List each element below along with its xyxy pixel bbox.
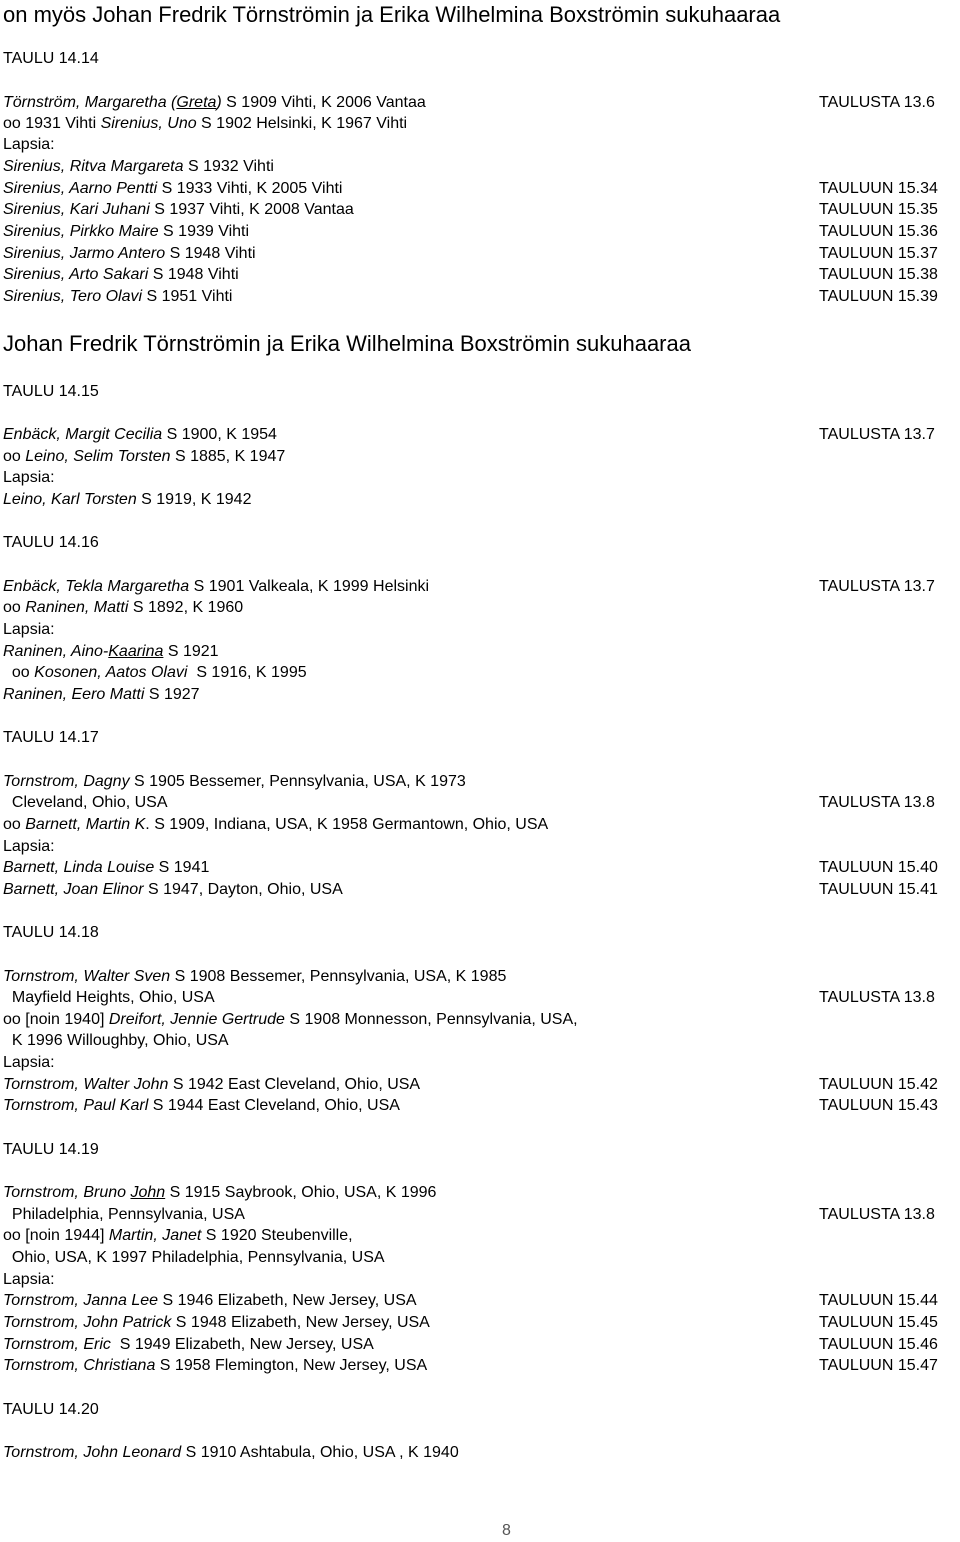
name-text: Tornstrom, Christiana — [3, 1357, 156, 1374]
detail-text: S 1910 Ashtabula, Ohio, USA , K 1940 — [181, 1444, 459, 1461]
text-line — [3, 1247, 960, 1269]
section-heading — [3, 1, 780, 29]
table-reference: TAULUUN 15.44 — [819, 1292, 938, 1309]
text-line — [3, 879, 960, 901]
table-reference: TAULUUN 15.36 — [819, 223, 938, 240]
line-text — [3, 1009, 578, 1031]
text-line — [3, 792, 960, 814]
detail-text: S 1948 Vihti — [165, 245, 256, 262]
detail-text: Lapsia: — [3, 621, 55, 638]
text-line — [3, 836, 960, 858]
detail-text: Philadelphia, Pennsylvania, USA — [3, 1206, 245, 1223]
name-text: Enbäck, Tekla Margaretha — [3, 578, 190, 595]
text-line — [3, 662, 960, 684]
text-line — [3, 597, 960, 619]
page-number: 8 — [502, 1522, 511, 1539]
name-text: Sirenius, Tero Olavi — [3, 288, 143, 305]
line-text — [3, 836, 55, 858]
detail-text: S 1905 Bessemer, Pennsylvania, USA, K 1973 — [129, 773, 466, 790]
table-reference: TAULUSTA 13.7 — [819, 426, 935, 443]
text-line — [3, 221, 960, 243]
table-reference: TAULUUN 15.47 — [819, 1357, 938, 1374]
line-text — [3, 1355, 427, 1377]
line-text — [3, 576, 429, 598]
text-line — [3, 684, 960, 706]
name-text: Tornstrom, Walter John — [3, 1076, 169, 1093]
name-text: Tornstrom, Dagny — [3, 773, 130, 790]
line-text — [3, 641, 219, 663]
detail-text: S 1947, Dayton, Ohio, USA — [143, 881, 343, 898]
text-line — [3, 286, 960, 308]
table-reference: TAULUSTA 13.8 — [819, 1206, 935, 1223]
text-line — [3, 727, 960, 749]
detail-text: S 1919, K 1942 — [136, 491, 252, 508]
detail-text: S 1902 Helsinki, K 1967 Vihti — [196, 115, 408, 132]
name-text: Barnett, Joan Elinor — [3, 881, 144, 898]
detail-text: oo 1931 Vihti — [3, 115, 101, 132]
detail-text: Johan Fredrik Törnströmin ja Erika Wilhelmina Boxströmin sukuhaaraa — [3, 331, 691, 356]
name-text: Barnett, Linda Louise — [3, 859, 155, 876]
line-text — [3, 1074, 420, 1096]
detail-text: S 1944 East Cleveland, Ohio, USA — [148, 1097, 400, 1114]
name-text: Tornstrom, Janna Lee — [3, 1292, 159, 1309]
name-text: Kaarina — [108, 643, 164, 660]
table-reference: TAULUUN 15.45 — [819, 1314, 938, 1331]
table-reference: TAULUUN 15.35 — [819, 201, 938, 218]
detail-text: S 1920 Steubenville, — [201, 1227, 353, 1244]
line-text — [3, 619, 55, 641]
table-reference: TAULUSTA 13.7 — [819, 578, 935, 595]
name-text: Sirenius, Aarno Pentti — [3, 180, 158, 197]
detail-text: TAULU 14.14 — [3, 50, 99, 67]
name-text: Sirenius, Arto Sakari — [3, 266, 149, 283]
line-text — [3, 134, 55, 156]
table-reference: TAULUUN 15.39 — [819, 288, 938, 305]
line-text — [3, 1052, 55, 1074]
detail-text: Ohio, USA, K 1997 Philadelphia, Pennsylvania, USA — [3, 1249, 385, 1266]
name-text: Leino, Karl Torsten — [3, 491, 137, 508]
text-line — [3, 1095, 960, 1117]
section-heading — [3, 330, 691, 358]
text-line — [3, 1009, 960, 1031]
line-text — [3, 1442, 459, 1464]
detail-text: TAULU 14.19 — [3, 1141, 99, 1158]
line-text — [3, 814, 548, 836]
detail-text: oo — [3, 664, 35, 681]
text-line — [3, 619, 960, 641]
detail-text: . S 1909, Indiana, USA, K 1958 Germantown, Ohio, USA — [145, 816, 549, 833]
text-line — [3, 1355, 960, 1377]
detail-text: S 1892, K 1960 — [128, 599, 244, 616]
detail-text: S 1946 Elizabeth, New Jersey, USA — [158, 1292, 417, 1309]
line-text — [3, 922, 99, 944]
detail-text: S 1933 Vihti, K 2005 Vihti — [157, 180, 343, 197]
table-reference: TAULUSTA 13.6 — [819, 94, 935, 111]
name-text: Raninen, Matti — [25, 599, 129, 616]
line-text — [3, 243, 256, 265]
line-text — [3, 1095, 400, 1117]
table-reference: TAULUUN 15.42 — [819, 1076, 938, 1093]
detail-text: S 1942 East Cleveland, Ohio, USA — [168, 1076, 421, 1093]
line-text — [3, 1312, 430, 1334]
detail-text: Lapsia: — [3, 136, 55, 153]
detail-text: TAULU 14.15 — [3, 383, 99, 400]
detail-text: S 1951 Vihti — [142, 288, 233, 305]
text-line — [3, 1334, 960, 1356]
text-line — [3, 1442, 960, 1464]
detail-text: S 1901 Valkeala, K 1999 Helsinki — [189, 578, 430, 595]
name-text: Tornstrom, John Patrick — [3, 1314, 172, 1331]
detail-text: S 1885, K 1947 — [170, 448, 286, 465]
name-text: Greta — [176, 94, 217, 111]
text-line — [3, 1225, 960, 1247]
detail-text: on myös Johan Fredrik Törnströmin ja Erika Wilhelmina Boxströmin sukuhaaraa — [3, 2, 781, 27]
name-text: Tornstrom, Bruno — [3, 1184, 131, 1201]
name-text: Enbäck, Margit Cecilia — [3, 426, 163, 443]
text-line — [3, 467, 960, 489]
name-text: Sirenius, Jarmo Antero — [3, 245, 166, 262]
text-line — [3, 92, 960, 114]
text-line — [3, 1312, 960, 1334]
line-text — [3, 771, 466, 793]
text-line — [3, 1204, 960, 1226]
table-reference: TAULUSTA 13.8 — [819, 989, 935, 1006]
line-text — [3, 178, 342, 200]
detail-text: TAULU 14.20 — [3, 1401, 99, 1418]
text-line — [3, 156, 960, 178]
line-text — [3, 1247, 385, 1269]
text-line — [3, 532, 960, 554]
line-text — [3, 792, 168, 814]
line-text — [3, 662, 307, 684]
table-reference: TAULUUN 15.46 — [819, 1336, 938, 1353]
table-reference: TAULUSTA 13.8 — [819, 794, 935, 811]
text-line — [3, 381, 960, 403]
detail-text: K 1996 Willoughby, Ohio, USA — [3, 1032, 229, 1049]
detail-text: S 1927 — [144, 686, 200, 703]
detail-text: oo — [3, 448, 26, 465]
text-line — [3, 424, 960, 446]
detail-text: oo — [3, 599, 26, 616]
detail-text: S 1908 Monnesson, Pennsylvania, USA, — [284, 1011, 578, 1028]
detail-text: S 1932 Vihti — [183, 158, 274, 175]
line-text — [3, 1182, 436, 1204]
line-text — [3, 264, 239, 286]
detail-text: S 1958 Flemington, New Jersey, USA — [155, 1357, 428, 1374]
name-text: Tornstrom, John Leonard — [3, 1444, 182, 1461]
name-text: Sirenius, Ritva Margareta — [3, 158, 184, 175]
detail-text: S 1941 — [154, 859, 210, 876]
detail-text: TAULU 14.17 — [3, 729, 99, 746]
detail-text: oo — [3, 816, 26, 833]
line-text — [3, 1290, 417, 1312]
text-line — [3, 243, 960, 265]
line-text — [3, 1399, 99, 1421]
text-line — [3, 1052, 960, 1074]
line-text — [3, 597, 243, 619]
detail-text: S 1948 Vihti — [148, 266, 239, 283]
text-line — [3, 576, 960, 598]
text-line — [3, 199, 960, 221]
line-text — [3, 199, 354, 221]
text-line — [3, 1290, 960, 1312]
detail-text: Lapsia: — [3, 1271, 55, 1288]
line-text — [3, 286, 232, 308]
detail-text: S 1939 Vihti — [158, 223, 250, 240]
line-text — [3, 221, 249, 243]
line-text — [3, 331, 691, 356]
line-text — [3, 857, 209, 879]
line-text — [3, 532, 99, 554]
table-reference: TAULUUN 15.38 — [819, 266, 938, 283]
line-text — [3, 1269, 55, 1291]
table-reference: TAULUUN 15.43 — [819, 1097, 938, 1114]
detail-text: S 1937 Vihti, K 2008 Vantaa — [149, 201, 354, 218]
text-line — [3, 489, 960, 511]
name-text: ) — [216, 94, 222, 111]
line-text — [3, 156, 274, 178]
name-text: Dreifort, Jennie Gertrude — [108, 1011, 285, 1028]
name-text: John — [130, 1184, 166, 1201]
name-text: Leino, Selim Torsten — [25, 448, 171, 465]
line-text — [3, 113, 407, 135]
detail-text: TAULU 14.16 — [3, 534, 99, 551]
line-text — [3, 684, 200, 706]
line-text — [3, 1030, 229, 1052]
table-reference: TAULUUN 15.37 — [819, 245, 938, 262]
name-text: Sirenius, Kari Juhani — [3, 201, 150, 218]
table-reference: TAULUUN 15.41 — [819, 881, 938, 898]
text-line — [3, 966, 960, 988]
text-line — [3, 48, 960, 70]
name-text: Kosonen, Aatos Olavi — [34, 664, 188, 681]
line-text — [3, 966, 506, 988]
detail-text: Cleveland, Ohio, USA — [3, 794, 168, 811]
detail-text: oo [noin 1944] — [3, 1227, 109, 1244]
text-line — [3, 264, 960, 286]
text-line — [3, 113, 960, 135]
detail-text: Lapsia: — [3, 1054, 55, 1071]
detail-text: S 1921 — [163, 643, 219, 660]
detail-text: S 1949 Elizabeth, New Jersey, USA — [110, 1336, 374, 1353]
line-text — [3, 987, 215, 1009]
name-text: Sirenius, Uno — [100, 115, 197, 132]
detail-text: S 1916, K 1995 — [187, 664, 307, 681]
text-line — [3, 1182, 960, 1204]
line-text — [3, 1334, 374, 1356]
line-text — [3, 2, 780, 27]
name-text: Barnett, Martin K — [25, 816, 146, 833]
name-text: Törnström, Margaretha ( — [3, 94, 177, 111]
text-line — [3, 1030, 960, 1052]
line-text — [3, 1204, 245, 1226]
name-text: Tornstrom, Paul Karl — [3, 1097, 149, 1114]
text-line — [3, 987, 960, 1009]
text-line — [3, 857, 960, 879]
line-text — [3, 879, 343, 901]
line-text — [3, 1139, 99, 1161]
text-line — [3, 1269, 960, 1291]
line-text — [3, 381, 99, 403]
text-line — [3, 446, 960, 468]
name-text: Raninen, Aino- — [3, 643, 109, 660]
detail-text: S 1948 Elizabeth, New Jersey, USA — [171, 1314, 430, 1331]
detail-text: Mayfield Heights, Ohio, USA — [3, 989, 215, 1006]
name-text: Sirenius, Pirkko Maire — [3, 223, 159, 240]
detail-text: S 1915 Saybrook, Ohio, USA, K 1996 — [165, 1184, 437, 1201]
detail-text: S 1900, K 1954 — [162, 426, 277, 443]
detail-text: Lapsia: — [3, 838, 55, 855]
detail-text: S 1909 Vihti, K 2006 Vantaa — [221, 94, 426, 111]
name-text: Tornstrom, Walter Sven — [3, 968, 171, 985]
table-reference: TAULUUN 15.40 — [819, 859, 938, 876]
name-text: Raninen, Eero Matti — [3, 686, 145, 703]
name-text: Tornstrom, Eric — [3, 1336, 111, 1353]
text-line — [3, 1399, 960, 1421]
line-text — [3, 92, 426, 114]
line-text — [3, 727, 99, 749]
line-text — [3, 467, 55, 489]
text-line — [3, 922, 960, 944]
text-line — [3, 134, 960, 156]
detail-text: TAULU 14.18 — [3, 924, 99, 941]
detail-text: Lapsia: — [3, 469, 55, 486]
text-line — [3, 1074, 960, 1096]
detail-text: oo [noin 1940] — [3, 1011, 109, 1028]
name-text: Martin, Janet — [108, 1227, 202, 1244]
text-line — [3, 771, 960, 793]
text-line — [3, 178, 960, 200]
text-line — [3, 814, 960, 836]
line-text — [3, 1225, 353, 1247]
line-text — [3, 424, 277, 446]
line-text — [3, 446, 285, 468]
text-line — [3, 1139, 960, 1161]
detail-text: S 1908 Bessemer, Pennsylvania, USA, K 1985 — [170, 968, 507, 985]
line-text — [3, 489, 251, 511]
line-text — [3, 48, 99, 70]
text-line — [3, 641, 960, 663]
table-reference: TAULUUN 15.34 — [819, 180, 938, 197]
